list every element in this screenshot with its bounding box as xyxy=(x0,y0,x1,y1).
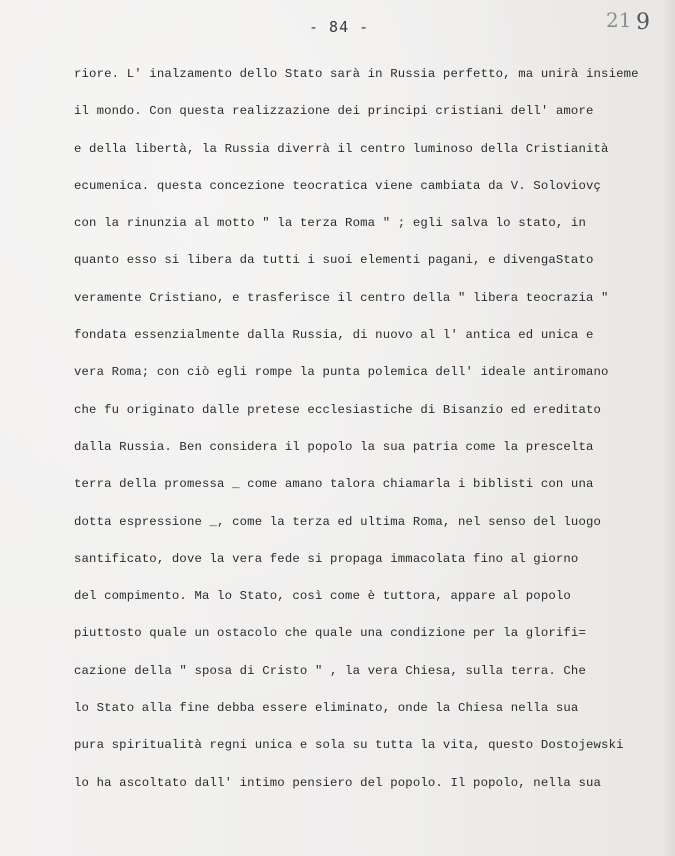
folio-pencil-number-2: 9 xyxy=(636,10,650,35)
text-line: dotta espressione _, come la terza ed ultima Roma, nel senso del luogo xyxy=(74,514,602,529)
text-line: il mondo. Con questa realizzazione dei principi cristiani dell' amore xyxy=(74,104,594,119)
text-line: piuttosto quale un ostacolo che quale una condizione per la glorifi= xyxy=(74,626,586,641)
text-line: lo ha ascoltato dall' intimo pensiero del popolo. Il popolo, nella sua xyxy=(74,775,602,790)
page-number: - 84 - xyxy=(309,18,370,36)
text-line: pura spiritualità regni unica e sola su tutta la vita, questo Dostojewski xyxy=(74,738,624,753)
text-line: e della libertà, la Russia diverrà il centro luminoso della Cristianità xyxy=(74,141,609,156)
text-line: riore. L' inalzamento dello Stato sarà in Russia perfetto, ma unirà insieme xyxy=(74,67,639,81)
text-line: ecumenica. questa concezione teocratica viene cambiata da V. Soloviovç xyxy=(74,178,602,193)
text-line: che fu originato dalle pretese ecclesiastiche di Bisanzio ed ereditato xyxy=(74,402,602,417)
text-line: terra della promessa _ come amano talora chiamarla i biblisti con una xyxy=(74,477,594,492)
folio-pencil-number: 21 xyxy=(606,8,632,32)
text-line: santificato, dove la vera fede si propaga immacolata fino al giorno xyxy=(74,551,579,566)
text-line: lo Stato alla fine debba essere eliminato, onde la Chiesa nella sua xyxy=(74,701,579,716)
text-line: veramente Cristiano, e trasferisce il centro della " libera teocrazia " xyxy=(74,290,609,305)
text-line: vera Roma; con ciò egli rompe la punta polemica dell' ideale antiromano xyxy=(74,365,609,380)
body-text xyxy=(74,56,644,802)
text-line: dalla Russia. Ben considera il popolo la sua patria come la prescelta xyxy=(74,439,594,454)
text-line: quanto esso si libera da tutti i suoi elementi pagani, e divengaStato xyxy=(74,253,594,268)
text-line: del compimento. Ma lo Stato, così come è tuttora, appare al popolo xyxy=(74,589,571,604)
text-line: con la rinunzia al motto " la terza Roma " ; egli salva lo stato, in xyxy=(74,216,586,231)
text-line: cazione della " sposa di Cristo " , la vera Chiesa, sulla terra. Che xyxy=(74,663,586,678)
page-edge-shadow xyxy=(663,0,675,856)
text-line: fondata essenzialmente dalla Russia, di nuovo al l' antica ed unica e xyxy=(74,328,594,343)
